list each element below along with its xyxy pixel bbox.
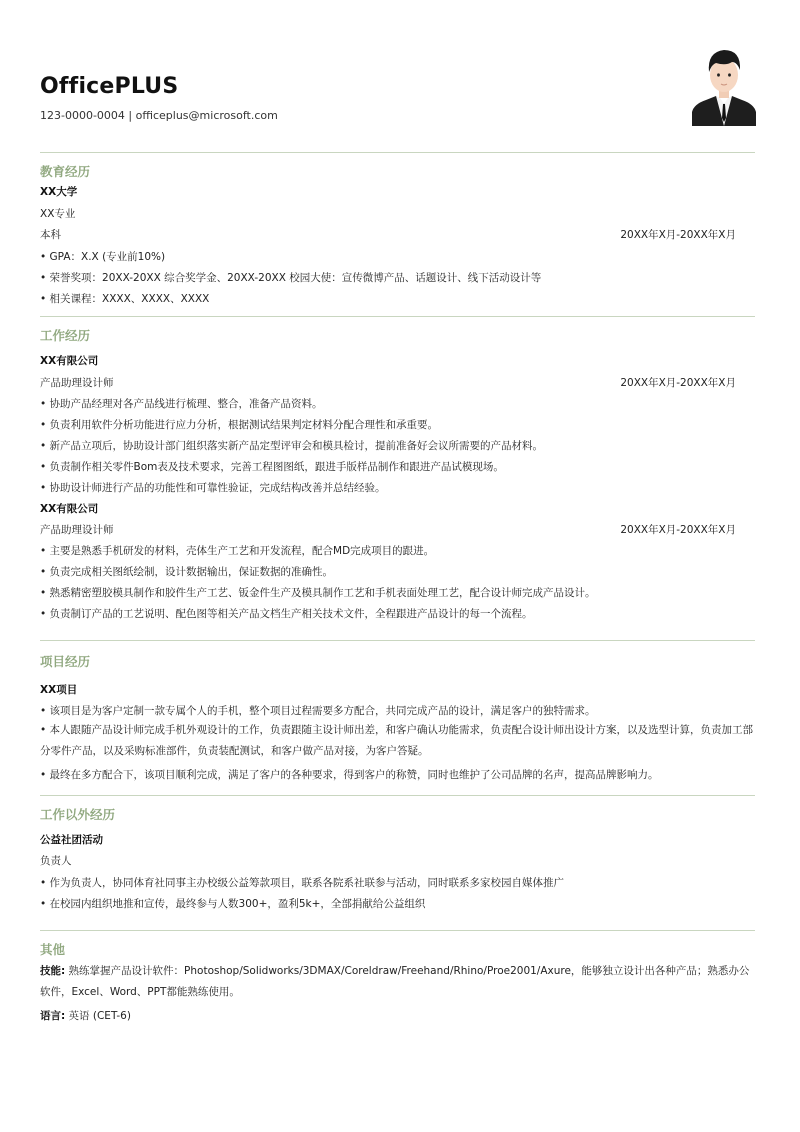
section-divider [40,795,755,796]
section-divider [40,640,755,641]
education-item: • GPA：X.X (专业前10%) [40,249,165,264]
job-role: 产品助理设计师 [40,377,114,389]
profile-photo [692,42,756,126]
section-divider [40,152,755,153]
education-date: 20XX年X月-20XX年X月 [620,229,736,241]
section-divider [40,316,755,317]
section-title-project: 项目经历 [40,654,91,669]
skills-text [40,961,755,1003]
organization-role: 负责人 [40,855,72,867]
company-name: XX有限公司 [40,355,99,367]
section-title-work: 工作经历 [40,328,91,343]
job-duty: • 负责利用软件分析功能进行应力分析，根据测试结果判定材料分配合理性和承重要。 [40,417,438,432]
skills-value: 熟练掌握产品设计软件：Photoshop/Solidworks/3DMAX/Coreldraw/Freehand/Rhino/Proe2001/Axure，能够独立设计出各种产品；熟悉办公软件，Excel、Word、PPT都能熟练使用。 [40,965,750,998]
section-divider [40,930,755,931]
candidate-name: OfficePLUS [40,74,179,99]
extra-item: • 在校园内组织地推和宣传，最终参与人数300+，盈利5k+，全部捐献给公益组织 [40,896,425,911]
skills-label: 技能: [40,965,66,977]
job-role: 产品助理设计师 [40,524,114,536]
company-name: XX有限公司 [40,503,99,515]
job-duty: • 负责制订产品的工艺说明、配色图等相关产品文档生产相关技术文件，全程跟进产品设计的每一个流程。 [40,606,533,621]
degree: 本科 [40,229,61,241]
project-name: XX项目 [40,684,78,696]
language-value: 英语 (CET-6) [65,1010,131,1022]
section-title-extra: 工作以外经历 [40,807,116,822]
section-title-other: 其他 [40,942,66,957]
section-title-education: 教育经历 [40,164,91,179]
organization-name: 公益社团活动 [40,834,103,846]
job-duty: • 熟悉精密塑胶模具制作和胶件生产工艺、钣金件生产及模具制作工艺和手机表面处理工艺，配合设计师完成产品设计。 [40,585,596,600]
project-item: • 最终在多方配合下，该项目顺利完成，满足了客户的各种要求，得到客户的称赞，同时也维护了公司品牌的名声，提高品牌影响力。 [40,767,659,782]
job-duty: • 负责完成相关图纸绘制，设计数据输出，保证数据的准确性。 [40,564,333,579]
education-item: • 相关课程：XXXX、XXXX、XXXX [40,291,209,306]
job-duty: • 新产品立项后，协助设计部门组织落实新产品定型评审会和模具检讨，提前准备好会议所需要的产品材料。 [40,438,543,453]
job-duty: • 主要是熟悉手机研发的材料，壳体生产工艺和开发流程，配合MD完成项目的跟进。 [40,543,434,558]
major: XX专业 [40,208,76,220]
contact-info: 123-0000-0004 | officeplus@microsoft.com [40,109,278,122]
language-label: 语言: [40,1010,66,1022]
project-item: • 本人跟随产品设计师完成手机外观设计的工作，负责跟随主设计师出差，和客户确认功能需求，负责配合设计师出设计方案，以及选型计算，负责加工部分零件产品，以及采购标准部件，负责装配测试，和客户做产品对接，为客户答疑。 [40,720,755,762]
extra-item: • 作为负责人，协同体育社同事主办校级公益筹款项目，联系各院系社联参与活动，同时联系多家校园自媒体推广 [40,875,564,890]
job-duty: • 协助产品经理对各产品线进行梳理、整合，准备产品资料。 [40,396,323,411]
job-date: 20XX年X月-20XX年X月 [620,524,736,536]
job-duty: • 负责制作相关零件Bom表及技术要求，完善工程图图纸，跟进手版样品制作和跟进产品试模现场。 [40,459,504,474]
school-name: XX大学 [40,186,78,198]
language-text [40,1008,131,1023]
project-item: • 该项目是为客户定制一款专属个人的手机，整个项目过程需要多方配合，共同完成产品的设计，满足客户的独特需求。 [40,703,596,718]
job-date: 20XX年X月-20XX年X月 [620,377,736,389]
job-duty: • 协助设计师进行产品的功能性和可靠性验证，完成结构改善并总结经验。 [40,480,386,495]
education-item: • 荣誉奖项：20XX-20XX 综合奖学金、20XX-20XX 校园大使：宣传微博产品、话题设计、线下活动设计等 [40,270,541,285]
